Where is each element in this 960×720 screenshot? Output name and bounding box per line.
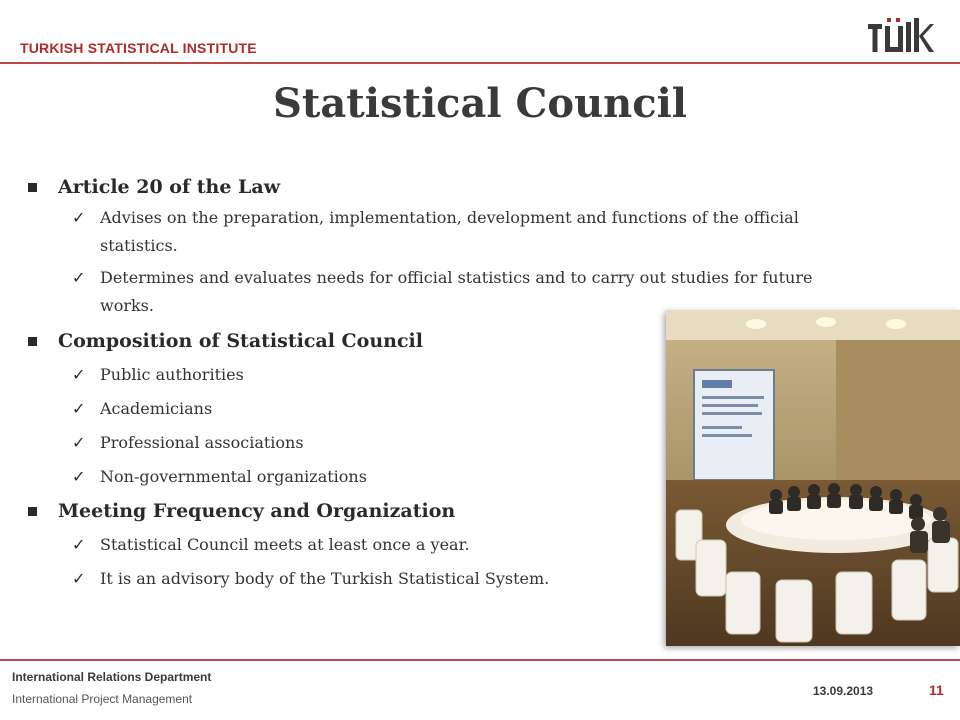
- square-bullet-icon: [28, 183, 37, 192]
- checkmark-icon: ✓: [72, 268, 86, 287]
- square-bullet-icon: [28, 507, 37, 516]
- list-item-text: Professional associations: [100, 433, 304, 452]
- square-bullet-icon: [28, 337, 37, 346]
- list-item-text: Public authorities: [100, 365, 244, 384]
- footer-department: International Relations Department: [12, 670, 212, 684]
- list-item: [24, 204, 870, 260]
- checkmark-icon: ✓: [72, 535, 86, 554]
- footer-divider: [0, 659, 960, 661]
- header-organization: TURKISH STATISTICAL INSTITUTE: [20, 40, 257, 56]
- list-item-text: It is an advisory body of the Turkish Statistical System.: [100, 569, 550, 588]
- meeting-room-illustration: [666, 310, 960, 646]
- checkmark-icon: ✓: [72, 208, 86, 227]
- list-item-text: Non-governmental organizations: [100, 467, 367, 486]
- page-number: 11: [929, 682, 944, 698]
- checkmark-icon: ✓: [72, 365, 86, 384]
- list-item-text: Advises on the preparation, implementation, development and functions of the official statistics.: [100, 208, 799, 255]
- list-item-text: Statistical Council meets at least once a year.: [100, 535, 470, 554]
- meeting-photo: [666, 310, 960, 646]
- footer-date: 13.09.2013: [813, 684, 874, 698]
- section-article-20: [24, 170, 884, 320]
- section-heading: [24, 170, 884, 204]
- checkmark-icon: ✓: [72, 399, 86, 418]
- list-item-text: Academicians: [100, 399, 213, 418]
- section-heading-text: Article 20 of the Law: [58, 176, 281, 198]
- section-heading-text: Composition of Statistical Council: [58, 330, 423, 352]
- section-heading-text: Meeting Frequency and Organization: [58, 500, 456, 522]
- checkmark-icon: ✓: [72, 569, 86, 588]
- checkmark-icon: ✓: [72, 467, 86, 486]
- tuik-logo-icon: [868, 16, 934, 54]
- checkmark-icon: ✓: [72, 433, 86, 452]
- header-divider: [0, 62, 960, 64]
- list-item-text: Determines and evaluates needs for official statistics and to carry out studies for future works.: [100, 268, 813, 315]
- footer-project: International Project Management: [12, 692, 193, 706]
- slide-title: Statistical Council: [273, 80, 687, 127]
